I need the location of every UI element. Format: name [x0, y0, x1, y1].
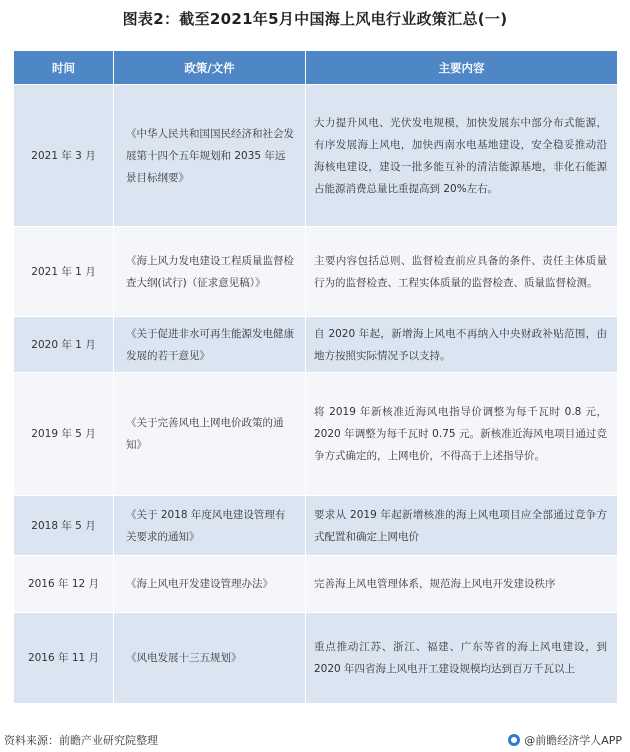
- brand-label: @前瞻经济学人APP: [524, 734, 622, 747]
- cell-policy: 《关于促进非水可再生能源发电健康发展的若干意见》: [114, 317, 306, 373]
- brand-credit: [508, 732, 622, 748]
- cell-time: 2021 年 3 月: [14, 85, 114, 227]
- cell-time: 2016 年 11 月: [14, 613, 114, 704]
- cell-policy: 《风电发展十三五规划》: [114, 613, 306, 704]
- cell-policy: 《关于完善风电上网电价政策的通知》: [114, 373, 306, 496]
- cell-policy: 《海上风力发电建设工程质量监督检查大纲(试行)（征求意见稿）》: [114, 227, 306, 317]
- table-row: [14, 373, 618, 496]
- policy-table: [13, 50, 618, 704]
- source-note: 资料来源：前瞻产业研究院整理: [4, 734, 158, 747]
- cell-content: 主要内容包括总则、监督检查前应具备的条件、责任主体质量行为的监督检查、工程实体质量的监督检查、质量监督检测。: [306, 227, 618, 317]
- qianzhan-logo-icon: [508, 734, 520, 746]
- cell-time: 2019 年 5 月: [14, 373, 114, 496]
- cell-content: 自 2020 年起，新增海上风电不再纳入中央财政补贴范围，由地方按照实际情况予以支持。: [306, 317, 618, 373]
- cell-content: 完善海上风电管理体系，规范海上风电开发建设秩序: [306, 556, 618, 613]
- cell-time: 2018 年 5 月: [14, 496, 114, 556]
- column-header-content: 主要内容: [306, 51, 618, 85]
- page-title: 图表2：截至2021年5月中国海上风电行业政策汇总(一): [122, 10, 508, 28]
- table-row: [14, 556, 618, 613]
- cell-content: 大力提升风电、光伏发电规模，加快发展东中部分布式能源，有序发展海上风电，加快西南水电基地建设，安全稳妥推动沿海核电建设，建设一批多能互补的清洁能源基地，非化石能源占能源消费总量比重提高到 20%左右。: [306, 85, 618, 227]
- column-header-policy: 政策/文件: [114, 51, 306, 85]
- column-header-time: 时间: [14, 51, 114, 85]
- table-row: [14, 227, 618, 317]
- header-row: [14, 51, 618, 85]
- cell-content: 要求从 2019 年起新增核准的海上风电项目应全部通过竞争方式配置和确定上网电价: [306, 496, 618, 556]
- table-row: [14, 85, 618, 227]
- table-header: [14, 51, 618, 85]
- cell-content: 重点推动江苏、浙江、福建、广东等省的海上风电建设，到 2020 年四省海上风电开工建设规模均达到百万千瓦以上: [306, 613, 618, 704]
- table-row: [14, 496, 618, 556]
- cell-time: 2020 年 1 月: [14, 317, 114, 373]
- cell-policy: 《中华人民共和国国民经济和社会发展第十四个五年规划和 2035 年远景目标纲要》: [114, 85, 306, 227]
- cell-content: 将 2019 年新核准近海风电指导价调整为每千瓦时 0.8 元，2020 年调整为每千瓦时 0.75 元。新核准近海风电项目通过竞争方式确定的，上网电价，不得高于上述指导价。: [306, 373, 618, 496]
- table-row: [14, 613, 618, 704]
- cell-policy: 《关于 2018 年度风电建设管理有关要求的通知》: [114, 496, 306, 556]
- cell-time: 2016 年 12 月: [14, 556, 114, 613]
- table-row: [14, 317, 618, 373]
- cell-policy: 《海上风电开发建设管理办法》: [114, 556, 306, 613]
- table-body: [14, 85, 618, 704]
- cell-time: 2021 年 1 月: [14, 227, 114, 317]
